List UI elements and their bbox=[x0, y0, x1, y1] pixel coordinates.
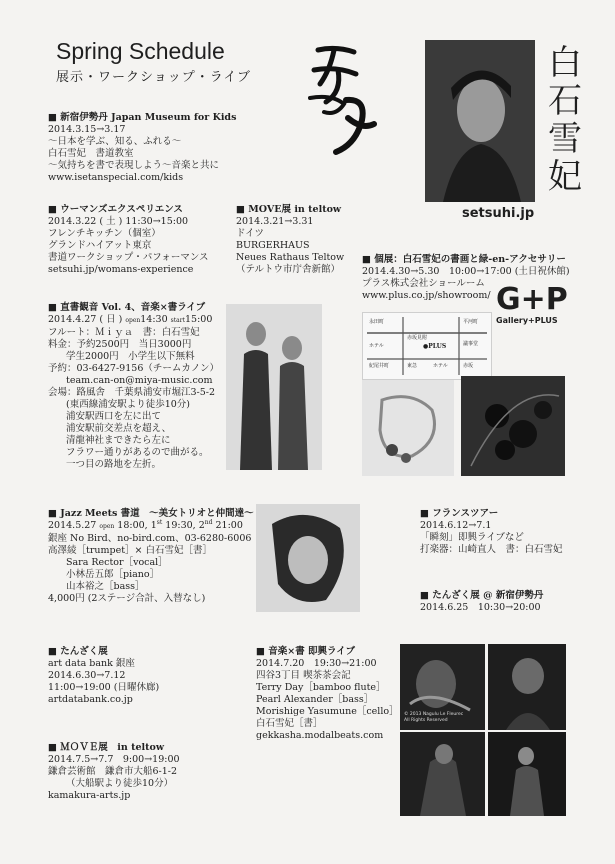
map-label: ホテル bbox=[369, 343, 384, 349]
event-music-improv-live bbox=[256, 646, 399, 742]
artist-site-url[interactable]: setsuhi.jp bbox=[462, 206, 535, 221]
performer-photo-cello bbox=[400, 732, 485, 816]
event-move-teltow bbox=[236, 204, 344, 276]
photo-credit-line: © 2013 Nagulu Le Fleurec bbox=[404, 712, 464, 717]
event-heading: ■ Jazz Meets 書道 ～美女トリオと仲間達～ bbox=[48, 508, 254, 519]
event-line: 2014.6.25 10:30→20:00 bbox=[420, 602, 541, 613]
event-jikiden-kannon bbox=[48, 302, 219, 471]
event-line: フレンチキッチン（個室） bbox=[48, 228, 161, 239]
start-time: 15:00 bbox=[185, 314, 213, 325]
event-line: フラワー通りがあるので曲がる。 bbox=[66, 447, 209, 458]
event-line: ドイツ bbox=[236, 228, 265, 239]
gallery-plus-logo bbox=[496, 284, 568, 332]
event-line: Morishige Yasumune［cello］ bbox=[256, 706, 399, 717]
event-line: 2014.3.15→3.17 bbox=[48, 124, 126, 135]
gallery-logo-mark: G+P bbox=[496, 282, 568, 317]
event-line: グランドハイアット東京 bbox=[48, 240, 152, 251]
event-line: 「瞬刻」即興ライブなど bbox=[420, 532, 524, 543]
event-line: 2014.7.5→7.7 9:00→19:00 bbox=[48, 754, 180, 765]
showroom-map bbox=[362, 312, 492, 380]
event-line: Sara Rector［vocal］ bbox=[66, 557, 168, 568]
second-sup: nd bbox=[204, 518, 213, 526]
event-line: 山本裕之［bass］ bbox=[66, 581, 145, 592]
event-move-kamakura bbox=[48, 742, 180, 802]
event-line: BURGERHAUS bbox=[236, 240, 310, 251]
calligraphy-signature-image bbox=[296, 40, 382, 160]
event-line: 2014.4.30→5.30 10:00→17:00 (土日祝休館) bbox=[362, 266, 570, 277]
event-link[interactable]: artdatabank.co.jp bbox=[48, 694, 133, 705]
photo-credit-line: All Rights Reserved bbox=[404, 718, 448, 723]
event-link[interactable]: kamakura-arts.jp bbox=[48, 790, 131, 801]
photo-credit bbox=[404, 712, 463, 724]
event-date-line bbox=[48, 520, 254, 533]
artist-name-vertical: 白石雪妃 bbox=[548, 43, 582, 197]
map-label: 赤坂 bbox=[463, 363, 474, 369]
map-label: 赤坂見附 bbox=[407, 335, 428, 341]
event-jazz-meets-shodo bbox=[48, 508, 254, 605]
event-line: 11:00→19:00 (日曜休廊) bbox=[48, 682, 160, 693]
map-label: 東急 bbox=[407, 363, 418, 369]
event-line: フルート：Ｍｉｙａ 書：白石雪妃 bbox=[48, 327, 200, 338]
event-link[interactable]: www.isetanspecial.com/kids bbox=[48, 172, 184, 183]
event-line: 2014.3.21→3.31 bbox=[236, 216, 314, 227]
event-heading: ■ 音楽×書 即興ライブ bbox=[256, 646, 355, 657]
performer-photo-flute bbox=[400, 644, 485, 730]
map-label: 議事堂 bbox=[463, 341, 479, 347]
event-heading: ■ 直書観音 Vol. 4、音楽×書ライブ bbox=[48, 302, 206, 313]
start-label: start bbox=[170, 317, 186, 324]
first-sup: st bbox=[156, 518, 163, 526]
event-line: 浦安駅前交差点を超え、 bbox=[66, 423, 172, 434]
event-line: 2014.7.20 19:30→21:00 bbox=[256, 658, 377, 669]
event-line: ～気持ちを書で表現しよう～音楽と共に bbox=[48, 160, 220, 171]
event-link[interactable]: www.plus.co.jp/showroom/ bbox=[362, 290, 491, 301]
event-line: 一つ目の路地を左折。 bbox=[66, 459, 162, 470]
event-line: ～日本を学ぶ、知る、ふれる～ bbox=[48, 136, 182, 147]
event-line: 2014.6.12→7.1 bbox=[420, 520, 492, 531]
event-line: 高澤綾［trumpet］× 白石雪妃［書］ bbox=[48, 545, 212, 556]
event-line: 四谷3丁目 喫茶茶会記 bbox=[256, 670, 351, 681]
event-line: (東西線浦安駅より徒歩10分) bbox=[66, 399, 191, 410]
first-time: 19:30, 2 bbox=[165, 520, 205, 531]
event-line: 小林岳五郎［piano］ bbox=[66, 569, 160, 580]
event-line: Pearl Alexander［bass］ bbox=[256, 694, 374, 705]
event-line: 学生2000円 小学生以下無料 bbox=[66, 351, 195, 362]
event-tanzaku-ginza bbox=[48, 646, 159, 706]
event-line: 浦安駅西口を左に出て bbox=[66, 411, 162, 422]
event-line: 書道ワークショップ・パフォーマンス bbox=[48, 252, 209, 263]
second-time: 21:00 bbox=[215, 520, 243, 531]
page-title: Spring Schedule bbox=[56, 38, 225, 64]
map-label: 平河町 bbox=[463, 319, 479, 325]
event-heading: ■ 新宿伊勢丹 Japan Museum for Kids bbox=[48, 112, 237, 123]
gallery-logo-text: Gallery+PLUS bbox=[496, 316, 558, 325]
page-subtitle: 展示・ワークショップ・ライブ bbox=[56, 70, 251, 85]
artwork-photo-accessory bbox=[461, 376, 565, 476]
jazz-singer-photo bbox=[256, 504, 360, 612]
event-line: 料金：予約2500円 当日3000円 bbox=[48, 339, 192, 350]
event-heading: ■ たんざく展 @ 新宿伊勢丹 bbox=[420, 590, 544, 601]
event-tanzaku-isetan bbox=[420, 590, 543, 614]
event-line: 鎌倉芸術館 鎌倉市大船6-1-2 bbox=[48, 766, 178, 777]
performer-photo-bass bbox=[488, 644, 566, 730]
event-email[interactable]: team.can-on@miya-music.com bbox=[66, 375, 213, 386]
event-isetan-kids bbox=[48, 112, 236, 184]
event-line: 打楽器：山崎直人 書：白石雪妃 bbox=[420, 544, 563, 555]
event-heading: ■ ウーマンズエクスペリエンス bbox=[48, 204, 183, 215]
event-date-line bbox=[48, 314, 219, 327]
map-label: ホテル bbox=[433, 363, 448, 369]
event-link[interactable]: gekkasha.modalbeats.com bbox=[256, 730, 384, 741]
duo-kimono-photo bbox=[226, 304, 322, 470]
event-heading: ■ たんざく展 bbox=[48, 646, 108, 657]
open-label: open bbox=[125, 317, 141, 324]
event-line: 会場：路風舎 千葉県浦安市堀江3-5-2 bbox=[48, 387, 216, 398]
event-line: 2014.6.30→7.12 bbox=[48, 670, 126, 681]
event-line: 白石雪妃［書］ bbox=[256, 718, 323, 729]
event-heading: ■ ＭＯＶＥ展 in teltow bbox=[48, 742, 165, 753]
event-line: 清龍神社まできたら左に bbox=[66, 435, 171, 446]
event-heading: ■ 個展：白石雪妃の書画と緑-en-アクセサリー bbox=[362, 254, 566, 265]
event-line: （大船駅より徒歩10分） bbox=[66, 778, 174, 789]
event-line: （テルトウ市庁舎新館） bbox=[236, 264, 341, 275]
map-label: 紀尾井町 bbox=[369, 363, 390, 369]
open-time: 18:00, 1 bbox=[117, 520, 157, 531]
event-womans-experience bbox=[48, 204, 209, 276]
map-label: ●PLUS bbox=[423, 343, 447, 350]
performer-photo-shodo bbox=[488, 732, 566, 816]
open-label: open bbox=[99, 523, 115, 530]
event-line: 2014.3.22 ( 土 ) 11:30→15:00 bbox=[48, 216, 189, 227]
event-line: art data bank 銀座 bbox=[48, 658, 135, 669]
event-date: 2014.4.27 ( 日 ) bbox=[48, 314, 123, 325]
artist-portrait-photo bbox=[425, 40, 535, 202]
event-link[interactable]: setsuhi.jp/womans-experience bbox=[48, 264, 194, 275]
event-heading: ■ MOVE展 in teltow bbox=[236, 204, 342, 215]
event-line: 白石雪妃 書道教室 bbox=[48, 148, 134, 159]
event-line: プラス株式会社ショールーム bbox=[362, 278, 485, 289]
event-france-tour bbox=[420, 508, 563, 556]
event-heading: ■ フランスツアー bbox=[420, 508, 499, 519]
event-line: Terry Day［bamboo flute］ bbox=[256, 682, 386, 693]
event-line: 4,000円 (2ステージ合計、入替なし) bbox=[48, 593, 206, 604]
open-time: 14:30 bbox=[140, 314, 168, 325]
event-line: 銀座 No Bird、no-bird.com、03-6280-6006 bbox=[48, 533, 252, 544]
event-date: 2014.5.27 bbox=[48, 520, 97, 531]
event-line: Neues Rathaus Teltow bbox=[236, 252, 345, 263]
artwork-photo-calligraphy bbox=[362, 380, 454, 476]
event-line: 予約：03-6427-9156（チームカノン） bbox=[48, 363, 219, 374]
map-label: 永田町 bbox=[369, 319, 385, 325]
